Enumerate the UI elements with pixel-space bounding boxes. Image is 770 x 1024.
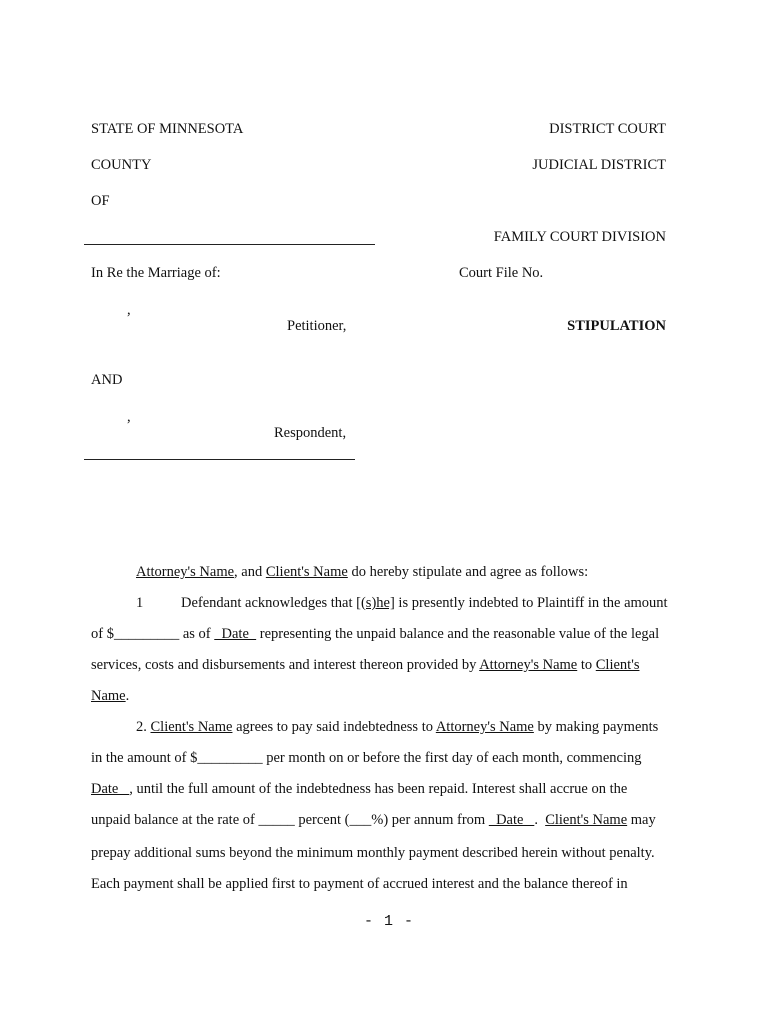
- intro-line: Attorney's Name, and Client's Name do hereby stipulate and agree as follows:: [136, 564, 589, 580]
- attorney-name-field: Attorney's Name: [435, 719, 534, 735]
- attorney-name-field: Attorney's Name: [136, 564, 235, 580]
- paragraph-1-line-2: of $_________ as of Date representing the unpaid balance and the reasonable value of the legal: [91, 626, 660, 642]
- monthly-amount-blank: _________: [197, 750, 263, 766]
- judicial-district: JUDICIAL DISTRICT: [532, 157, 666, 173]
- caption-rule-top: [84, 244, 375, 245]
- percent-blank: ___: [349, 812, 372, 828]
- client-name-field: Client's: [595, 657, 640, 673]
- client-name-field: Client's Name: [150, 719, 233, 735]
- state-of-minnesota: STATE OF MINNESOTA: [91, 121, 244, 137]
- client-name-field: Client's Name: [545, 812, 628, 828]
- paragraph-1-line-1: Defendant acknowledges that [(s)he] is presently indebted to Plaintiff in the amount: [181, 595, 668, 611]
- court-file-no: Court File No.: [459, 265, 544, 281]
- paragraph-2-line-5: prepay additional sums beyond the minimum monthly payment described herein without penalty.: [91, 845, 655, 861]
- county-label: COUNTY: [91, 157, 152, 173]
- date-field: Date: [214, 626, 257, 642]
- amount-blank: _________: [113, 626, 180, 642]
- respondent-label: Respondent,: [274, 425, 347, 441]
- paragraph-2-line-4: unpaid balance at the rate of _____ percent (___%) per annum from Date . Client's Name may: [91, 812, 656, 828]
- paragraph-2-line-3: Date , until the full amount of the indebtedness has been repaid. Interest shall accrue on the: [91, 781, 628, 797]
- and-label: AND: [91, 372, 123, 388]
- document-title: STIPULATION: [567, 318, 666, 334]
- caption-rule-bottom: [84, 459, 355, 460]
- paragraph-2-line-2: in the amount of $_________ per month on or before the first day of each month, commencing: [91, 750, 642, 766]
- date-field: Date: [91, 781, 130, 797]
- pronoun-field: [(s)he]: [356, 595, 395, 611]
- client-name-field: Name: [91, 688, 126, 704]
- petitioner-label: Petitioner,: [287, 318, 347, 334]
- date-field: Date: [488, 812, 535, 828]
- petitioner-comma: ,: [127, 302, 131, 318]
- client-name-field: Client's Name: [265, 564, 348, 580]
- of-label: OF: [91, 193, 110, 209]
- page-number: - 1 -: [364, 913, 415, 930]
- respondent-comma: ,: [127, 409, 131, 425]
- district-court: DISTRICT COURT: [549, 121, 666, 137]
- paragraph-1-line-3: services, costs and disbursements and interest thereon provided by Attorney's Name to Client's: [91, 657, 640, 673]
- paragraph-2-line-1: 2. Client's Name agrees to pay said indebtedness to Attorney's Name by making payments: [136, 719, 659, 735]
- family-court-division: FAMILY COURT DIVISION: [493, 229, 666, 245]
- paragraph-1-number: 1: [136, 595, 144, 611]
- in-re-marriage: In Re the Marriage of:: [91, 265, 221, 281]
- paragraph-1-line-4: Name.: [91, 688, 130, 704]
- attorney-name-field: Attorney's Name: [479, 657, 578, 673]
- rate-blank: _____: [258, 812, 295, 828]
- paragraph-2-line-6: Each payment shall be applied first to payment of accrued interest and the balance thereof in: [91, 876, 628, 892]
